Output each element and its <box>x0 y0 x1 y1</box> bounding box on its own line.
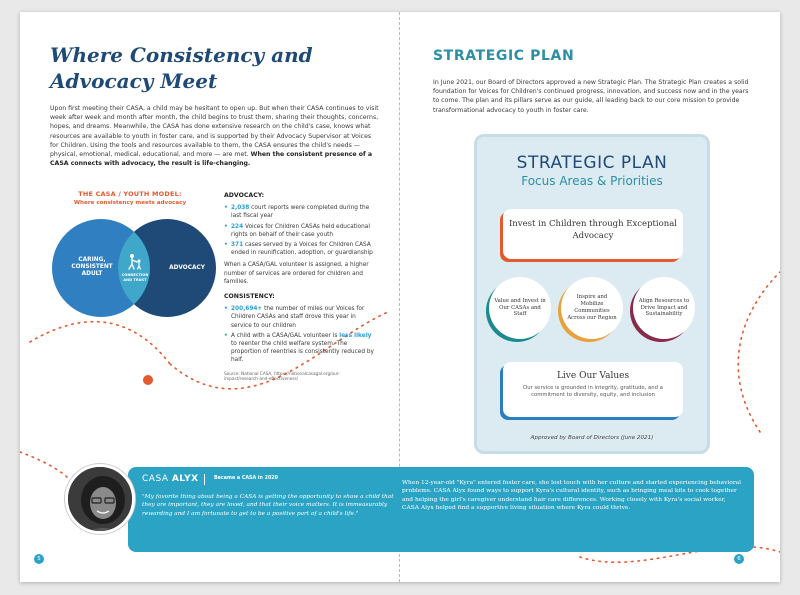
focus-circle-label: Value and Invest in Our CASAs and Staff <box>494 297 546 318</box>
stat-bullet <box>224 332 374 365</box>
stat-text: cases served by a Voices for Children CASA ended in reunification, adoption, or guardianship <box>231 242 373 257</box>
stat-text: the number of miles our Voices for Children CASAs and staff drove this year in service to our children <box>231 306 365 329</box>
venn-title: THE CASA / YOUTH MODEL: <box>78 190 182 198</box>
casa-name-bold: ALYX <box>171 474 199 484</box>
casa-quote: "My favorite thing about being a CASA is getting the opportunity to show a child that they are important, they are loved, and that their voice matters. It is immeasurably rewarding and I am fortunate to get to be a positive part of a child's life." <box>142 494 394 517</box>
values-text: Our service is grounded in integrity, gratitude, and a commitment to diversity, equity, and inclusion <box>523 385 663 398</box>
page-title: Where Consistency and Advocacy Meet <box>50 43 313 93</box>
stat-bullet <box>224 305 374 330</box>
section-title: STRATEGIC PLAN <box>433 48 575 64</box>
stat-text: to reenter the child welfare system. The proportion of reentries is consistently reduced by half. <box>231 341 374 364</box>
stat-bullet <box>224 204 374 220</box>
intro-text: Upon first meeting their CASA, a child may be hesitant to open up. But when their CASA continues to visit week after week and month after month, the child begins to trust them, sharing their thoughts, concerns, hopes, and dreams. Meanwhile, the CASA has done extensive research on the child's case, knows what resources are available to youth in foster care, and is supported by their Advocacy Supervisor at Voices for Children. Using the tools and resources available to them, the CASA ensures the child's needs — physical, emotional, medical, educational, and more — are met. <box>50 105 379 159</box>
casa-name-prefix: CASA <box>142 474 172 484</box>
venn-subtitle: Where consistency meets advocacy <box>73 200 187 206</box>
card-subtitle: Focus Areas & Priorities <box>521 174 663 188</box>
story-text: When 12-year-old "Kyra" entered foster care, she lost touch with her culture and started experiencing behavioral problems. CASA Alyx found ways to support Kyra's cultural identity, such as bringing meal kits to cook together and helping the girl's caregiver understand hair care differences. Working closely with Kyra's social worker, CASA Alyx helped find a supportive living situation where Kyra could thrive. <box>402 480 742 512</box>
intro-paragraph <box>50 104 380 168</box>
highlight-text: less likely <box>339 332 372 339</box>
strategic-intro: In June 2021, our Board of Directors approved a new Strategic Plan. The Strategic Plan creates a solid foundation for Voices for Children's continued progress, innovation, and success now and in the years to come. The plan and its pillars serve as our guide, all leading back to our core mission to provide transformational advocacy to youth in foster care. <box>433 79 749 114</box>
venn-left-label: CARING, CONSISTENT ADULT <box>71 257 113 277</box>
name-divider <box>204 474 205 485</box>
venn-diagram <box>50 215 220 320</box>
avatar <box>65 464 135 534</box>
stat-number: 2,038 <box>231 205 250 212</box>
source-citation: Source: National CASA, https://nationalcasagal.org/our-impact/research-and-effectiveness/ <box>224 370 340 382</box>
stat-text: A child with a CASA/GAL volunteer is <box>231 332 340 339</box>
focus-circle <box>561 277 623 339</box>
intro-bold-text: When the consistent presence of a CASA connects with advocacy, the result is life-changing. <box>50 151 373 168</box>
focus-circle <box>633 277 695 339</box>
page-number-right: 6 <box>734 554 744 564</box>
booklet-spread <box>20 12 780 582</box>
stat-text: Voices for Children CASAs held educational rights on behalf of their case youth <box>231 223 370 238</box>
values-box <box>503 362 683 417</box>
advocacy-paragraph: When a CASA/GAL volunteer is assigned, a higher number of services are ordered for children and families. <box>224 262 369 285</box>
quote-block <box>128 467 394 552</box>
adult-child-icon <box>126 253 144 271</box>
consistency-heading: CONSISTENCY: <box>224 293 275 301</box>
focus-circle <box>489 277 551 339</box>
stats-column <box>224 192 374 382</box>
advocacy-heading: ADVOCACY: <box>224 192 265 199</box>
venn-center-label: CONNECTION AND TRUST <box>121 273 149 282</box>
card-title: STRATEGIC PLAN <box>516 153 668 173</box>
stat-number: 371 <box>231 242 244 249</box>
card-footer: Approved by Board of Directors (June 2021) <box>530 435 654 441</box>
casa-since-badge: Became a CASA in 2020 <box>214 476 278 481</box>
stat-number: 200,694+ <box>231 306 263 313</box>
focus-main-box: Invest in Children through Exceptional Advocacy <box>503 209 683 259</box>
page-number-left: 5 <box>34 554 44 564</box>
stat-bullet <box>224 241 374 257</box>
focus-circle-label: Inspire and Mobilize Communities Across our Region <box>567 294 617 321</box>
stat-text: court reports were completed during the last fiscal year <box>231 205 370 220</box>
strategic-plan-card <box>474 134 710 454</box>
venn-right-label: ADVOCACY <box>169 265 205 271</box>
casa-name <box>142 474 199 484</box>
values-title: Live Our Values <box>556 371 630 381</box>
stat-number: 224 <box>231 223 244 230</box>
focus-circle-label: Align Resources to Drive Impact and Sustainability <box>638 297 690 318</box>
stat-bullet <box>224 223 374 239</box>
casa-story-band <box>128 467 754 552</box>
portrait-photo <box>68 467 135 534</box>
